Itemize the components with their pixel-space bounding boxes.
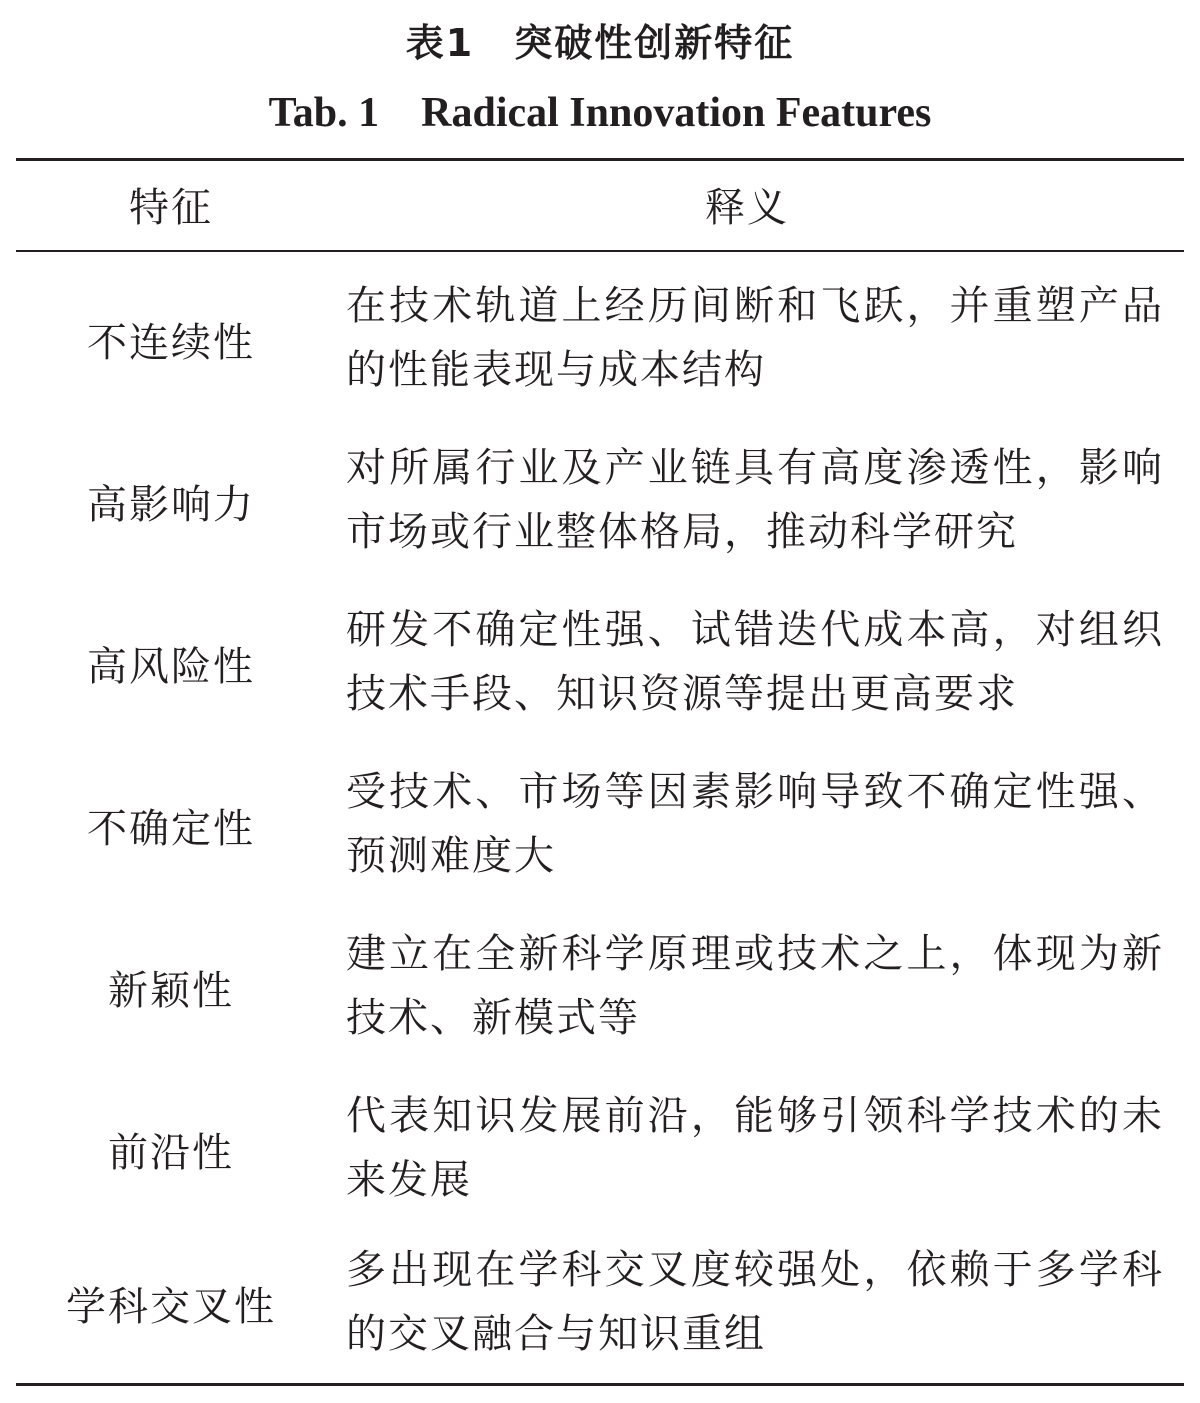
- meaning-cell: 代表知识发展前沿，能够引领科学技术的未来发展: [346, 1093, 1164, 1203]
- meaning-cell: 研发不确定性强、试错迭代成本高，对组织技术手段、知识资源等提出更高要求: [346, 607, 1164, 717]
- column-header-meaning: 释义: [705, 185, 789, 231]
- table-top-rule: [16, 158, 1184, 161]
- meaning-cell: 多出现在学科交叉度较强处，依赖于多学科的交叉融合与知识重组: [346, 1247, 1164, 1357]
- meaning-cell: 对所属行业及产业链具有高度渗透性，影响市场或行业整体格局，推动科学研究: [346, 445, 1164, 555]
- table-row: [16, 1226, 1184, 1388]
- table-row: [16, 910, 1184, 1072]
- feature-cell: 前沿性: [108, 1130, 234, 1176]
- feature-cell: 高影响力: [87, 482, 255, 528]
- table-caption-chinese: 表1 突破性创新特征: [405, 21, 795, 65]
- table-header-rule: [16, 250, 1184, 252]
- table-row: [16, 1072, 1184, 1234]
- meaning-cell: 建立在全新科学原理或技术之上，体现为新技术、新模式等: [346, 931, 1164, 1041]
- table-bottom-rule: [16, 1383, 1184, 1386]
- meaning-cell: 受技术、市场等因素影响导致不确定性强、预测难度大: [346, 769, 1164, 879]
- table-caption-english: Tab. 1 Radical Innovation Features: [268, 90, 932, 136]
- feature-cell: 新颖性: [108, 968, 234, 1014]
- table-row: [16, 748, 1184, 910]
- feature-cell: 高风险性: [87, 644, 255, 690]
- column-header-feature: 特征: [129, 185, 213, 231]
- meaning-cell: 在技术轨道上经历间断和飞跃，并重塑产品的性能表现与成本结构: [346, 283, 1164, 393]
- feature-cell: 不连续性: [87, 320, 255, 366]
- feature-cell: 不确定性: [87, 806, 255, 852]
- table-row: [16, 424, 1184, 586]
- table-row: [16, 262, 1184, 424]
- table-row: [16, 586, 1184, 748]
- feature-cell: 学科交叉性: [66, 1284, 276, 1330]
